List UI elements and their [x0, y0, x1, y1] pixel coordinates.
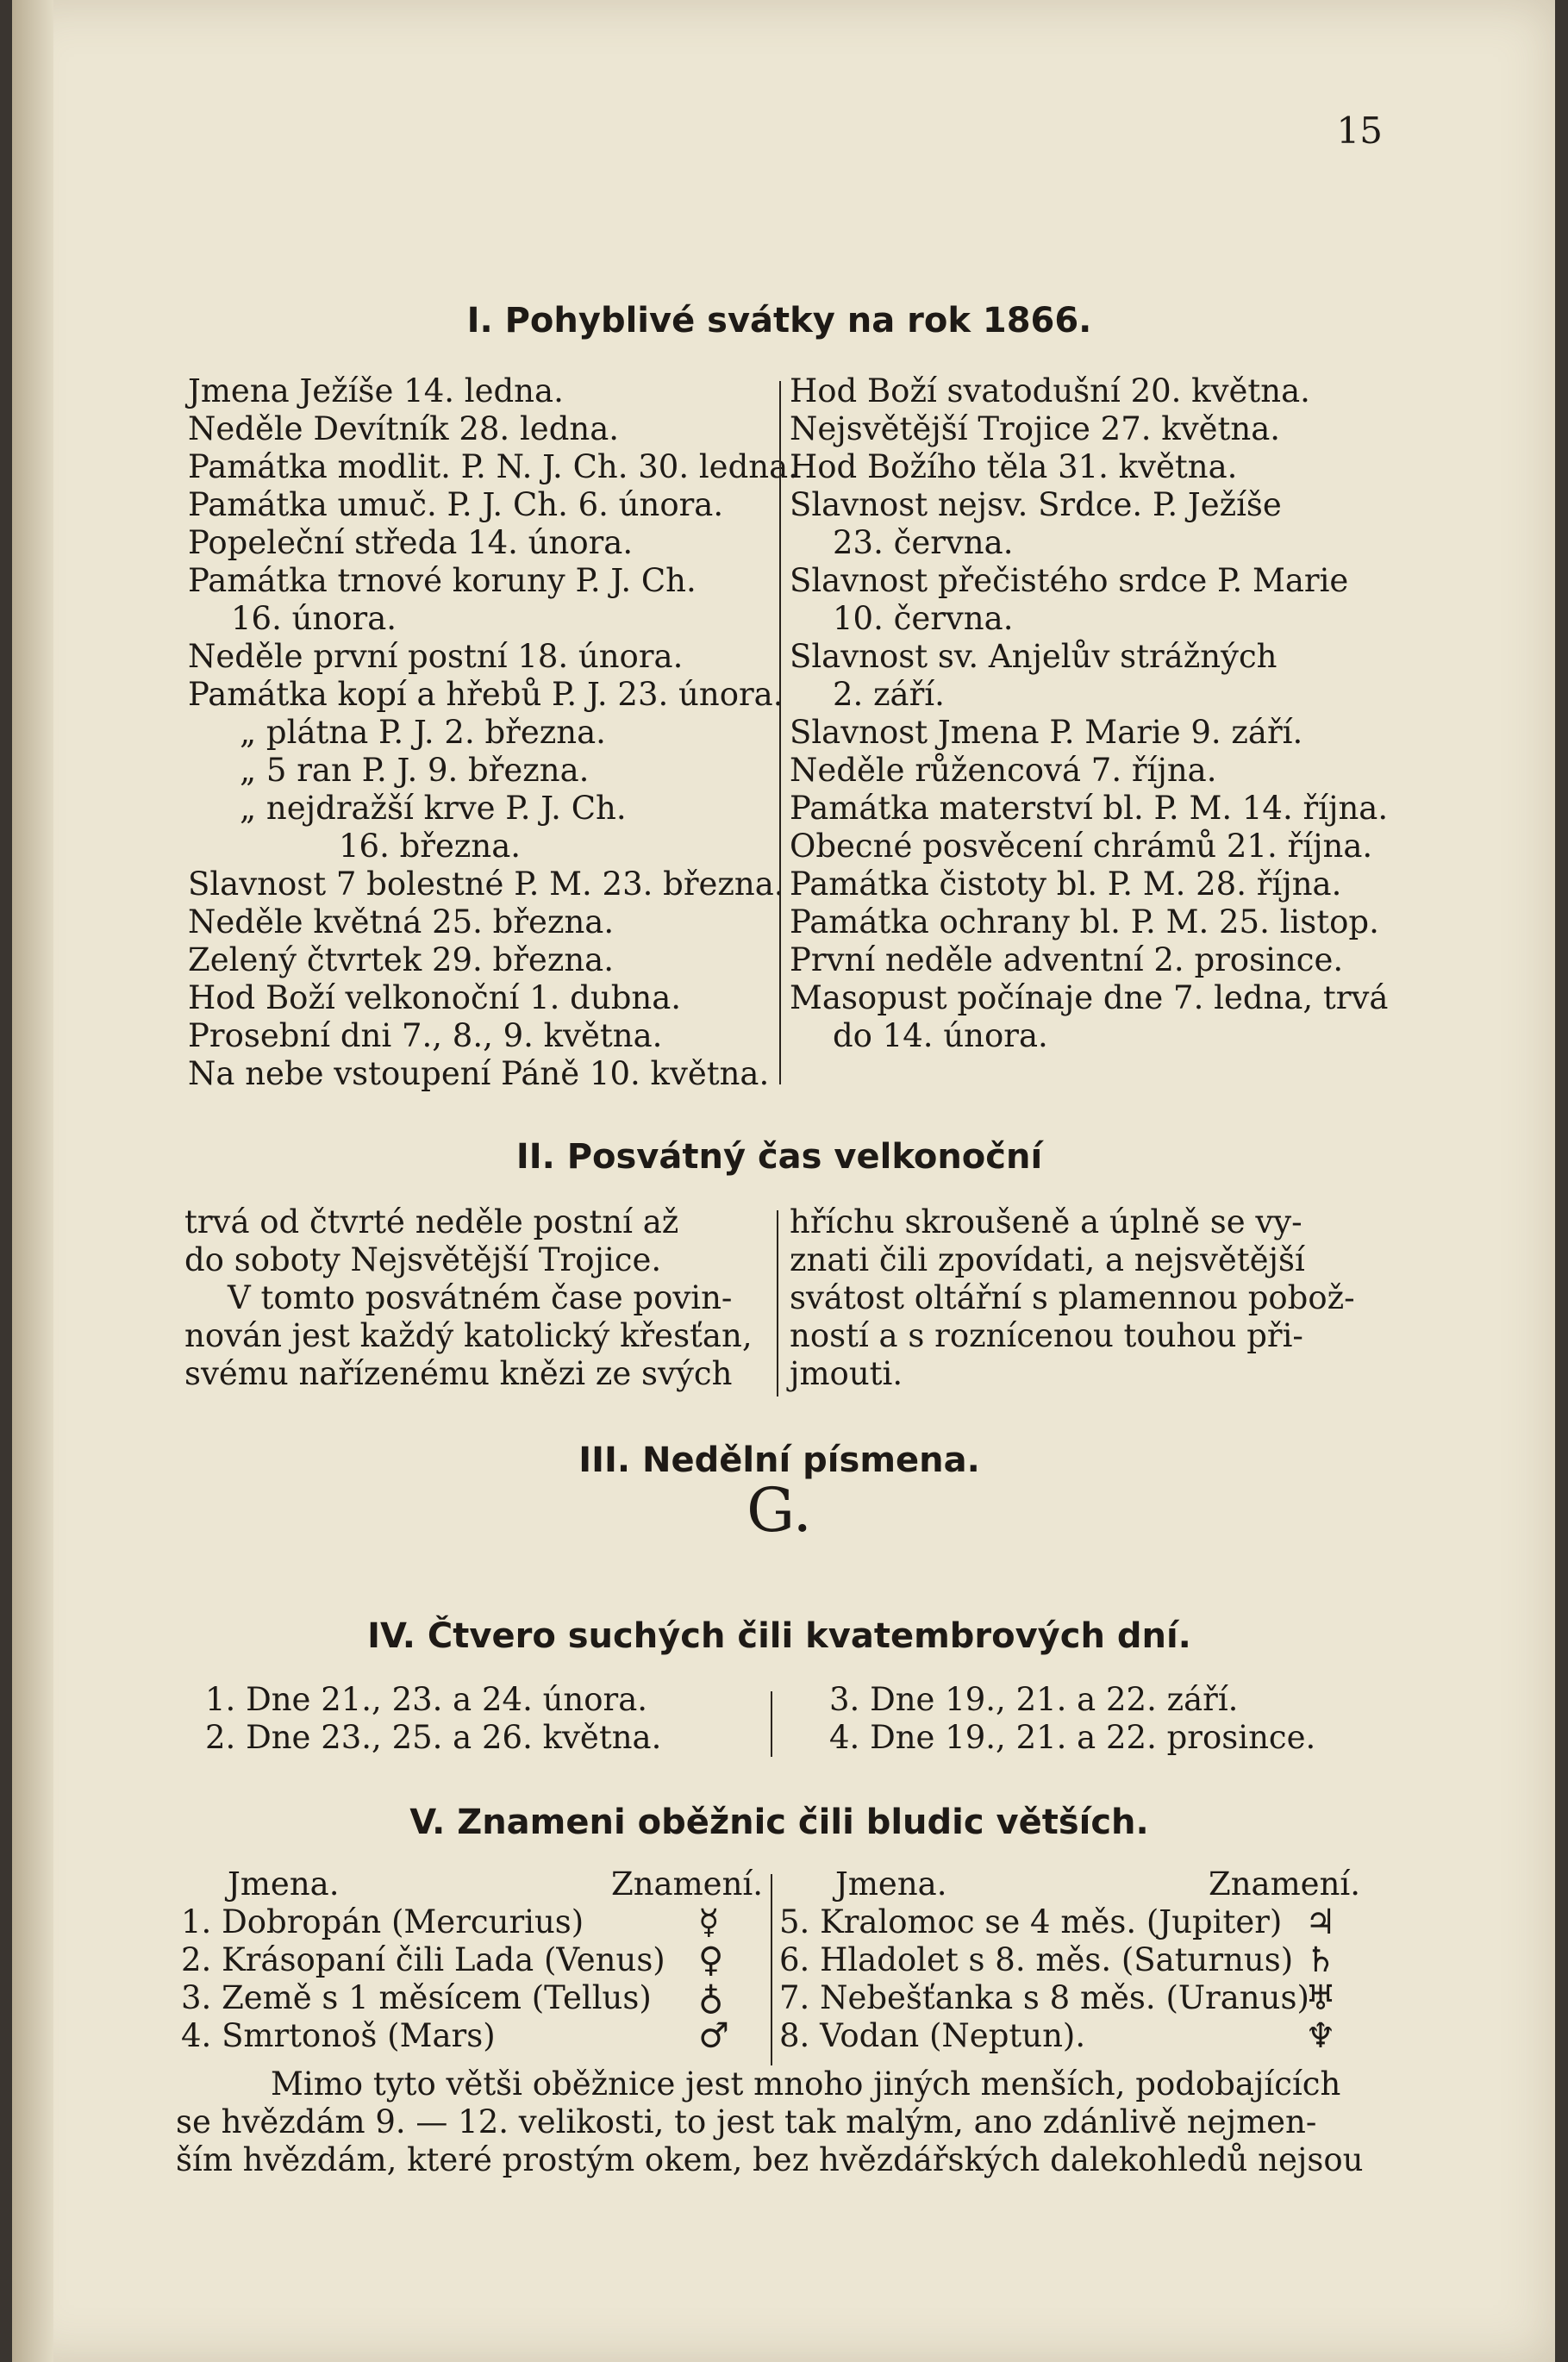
feast-line: Památka kopí a hřebů P. J. 23. února. [188, 676, 784, 713]
feast-line: Neděle květná 25. března. [188, 903, 615, 940]
left-header-name: Jmena. [228, 1865, 340, 1903]
column-divider [779, 381, 781, 1084]
ember-day-line: 4. Dne 19., 21. a 22. prosince. [829, 1719, 1316, 1756]
text-line: hříchu skroušeně a úplně se vy- [790, 1203, 1303, 1240]
right-header-name: Jmena. [835, 1865, 947, 1903]
feast-line: 16. března. [339, 828, 522, 865]
planet-name: 8. Vodan (Neptun). [779, 2017, 1086, 2054]
section-4-title: IV. Čtvero suchých čili kvatembrových dní. [367, 1616, 1191, 1656]
saturn-symbol-icon: ♄ [1305, 1940, 1336, 1980]
paragraph-line: se hvězdám 9. — 12. velikosti, to jest tak malým, ano zdánlivě nejmen- [176, 2103, 1317, 2140]
page-content [176, 0, 1389, 2362]
planet-name: 6. Hladolet s 8. měs. (Saturnus) [779, 1941, 1294, 1978]
feast-line: Památka trnové koruny P. J. Ch. [188, 562, 697, 599]
text-line: trvá od čtvrté neděle postní až [184, 1203, 679, 1240]
left-header-sign: Znamení. [611, 1865, 764, 1903]
text-line: znati čili zpovídati, a nejsvětější [790, 1241, 1305, 1278]
feast-line: Neděle Devítník 28. ledna. [188, 410, 620, 447]
feast-line: Památka materství bl. P. M. 14. října. [790, 790, 1389, 827]
planets-left-column [181, 1903, 759, 2055]
feast-line: 23. června. [833, 524, 1014, 561]
feast-line: 10. června. [833, 600, 1014, 637]
section-4-right-column [829, 1681, 1381, 1757]
column-divider [771, 1874, 772, 2065]
planet-row [779, 1941, 1383, 1979]
closing-paragraph [176, 2065, 1374, 2179]
planet-row [779, 2017, 1383, 2055]
feast-line: Slavnost přečistého srdce P. Marie [790, 562, 1349, 599]
column-divider [777, 1210, 778, 1397]
section-2-left-column [184, 1203, 771, 1393]
planet-name: 3. Země s 1 měsícem (Tellus) [181, 1979, 652, 2016]
feast-line: Zelený čtvrtek 29. března. [188, 941, 614, 978]
feast-line: Památka čistoty bl. P. M. 28. října. [790, 865, 1342, 903]
earth-symbol-icon: ♁ [698, 1978, 724, 2018]
feast-line: Slavnost 7 bolestné P. M. 23. března. [188, 865, 784, 903]
feast-line: První neděle adventní 2. prosince. [790, 941, 1344, 978]
planet-name: 5. Kralomoc se 4 měs. (Jupiter) [779, 1903, 1283, 1940]
planet-row [779, 1903, 1383, 1941]
section-4-left-column [205, 1681, 757, 1757]
feast-line: Hod Boží velkonoční 1. dubna. [188, 979, 682, 1016]
mercury-symbol-icon: ☿ [698, 1903, 720, 1942]
feast-line: Památka modlit. P. N. J. Ch. 30. ledna. [188, 448, 798, 485]
book-page [12, 0, 1555, 2362]
section-3-title: III. Nedělní písmena. [578, 1440, 980, 1480]
feast-line: 2. září. [833, 676, 945, 713]
feast-line: Masopust počínaje dne 7. ledna, trvá [790, 979, 1389, 1016]
feast-line: Hod Božího těla 31. května. [790, 448, 1238, 485]
feast-line: Slavnost sv. Anjelův strážných [790, 638, 1278, 675]
page-binding [12, 0, 53, 2362]
section-1-title: I. Pohyblivé svátky na rok 1866. [466, 301, 1092, 341]
text-line: do soboty Nejsvětější Trojice. [184, 1241, 662, 1278]
feast-line: Neděle první postní 18. února. [188, 638, 684, 675]
planet-row [181, 1903, 759, 1941]
feast-line: Hod Boží svatodušní 20. května. [790, 372, 1310, 409]
text-line: nován jest každý katolický křesťan, [184, 1317, 753, 1354]
feast-line: Slavnost Jmena P. Marie 9. září. [790, 714, 1303, 751]
sunday-letter: G. [747, 1475, 812, 1546]
planet-name: 7. Nebešťanka s 8 měs. (Uranus) [779, 1979, 1309, 2016]
planet-row [181, 2017, 759, 2055]
section-2-right-column [790, 1203, 1384, 1393]
uranus-symbol-icon: ♅ [1305, 1978, 1336, 2018]
feast-line: „ nejdražší krve P. J. Ch. [240, 790, 627, 827]
paragraph-line: Mimo tyto větši oběžnice jest mnoho jiných menších, podobajících [271, 2065, 1341, 2103]
right-header-sign: Znamení. [1209, 1865, 1361, 1903]
text-line: jmouti. [790, 1355, 903, 1392]
feast-line: Památka ochrany bl. P. M. 25. listop. [790, 903, 1379, 940]
text-line: V tomto posvátném čase povin- [228, 1279, 733, 1316]
feast-line: „ plátna P. J. 2. března. [240, 714, 606, 751]
jupiter-symbol-icon: ♃ [1305, 1903, 1336, 1942]
section-1-right-column [790, 372, 1389, 1055]
planet-name: 4. Smrtonoš (Mars) [181, 2017, 496, 2054]
planet-row [181, 1979, 759, 2017]
planets-right-column [779, 1903, 1383, 2055]
feast-line: 16. února. [231, 600, 397, 637]
feast-line: Památka umuč. P. J. Ch. 6. února. [188, 486, 724, 523]
ember-day-line: 2. Dne 23., 25. a 26. května. [205, 1719, 662, 1756]
venus-symbol-icon: ♀ [698, 1940, 724, 1980]
paragraph-line: ším hvězdám, které prostým okem, bez hvězdářských dalekohledů nejsou [176, 2141, 1364, 2178]
ember-day-line: 1. Dne 21., 23. a 24. února. [205, 1681, 648, 1718]
feast-line: Slavnost nejsv. Srdce. P. Ježíše [790, 486, 1282, 523]
planet-name: 1. Dobropán (Mercurius) [181, 1903, 584, 1940]
section-1-left-column [188, 372, 798, 1093]
mars-symbol-icon: ♂ [698, 2016, 729, 2056]
neptune-symbol-icon: ♆ [1305, 2016, 1336, 2056]
planet-row [181, 1941, 759, 1979]
section-2-title: II. Posvátný čas velkonoční [515, 1137, 1043, 1177]
planet-name: 2. Krásopaní čili Lada (Venus) [181, 1941, 665, 1978]
feast-line: Nejsvětější Trojice 27. května. [790, 410, 1281, 447]
column-divider [771, 1691, 772, 1757]
feast-line: do 14. února. [833, 1017, 1048, 1054]
ember-day-line: 3. Dne 19., 21. a 22. září. [829, 1681, 1239, 1718]
feast-line: Jmena Ježíše 14. ledna. [188, 372, 564, 409]
feast-line: Popeleční středa 14. února. [188, 524, 634, 561]
feast-line: Na nebe vstoupení Páně 10. května. [188, 1055, 770, 1092]
text-line: svému nařízenému knězi ze svých [184, 1355, 733, 1392]
feast-line: Obecné posvěcení chrámů 21. října. [790, 828, 1373, 865]
feast-line: „ 5 ran P. J. 9. března. [240, 752, 590, 789]
feast-line: Prosební dni 7., 8., 9. května. [188, 1017, 663, 1054]
planet-row [779, 1979, 1383, 2017]
section-5-title: V. Znameni oběžnic čili bludic větších. [409, 1803, 1149, 1842]
text-line: ností a s roznícenou touhou při- [790, 1317, 1303, 1354]
feast-line: Neděle růžencová 7. října. [790, 752, 1217, 789]
page-number: 15 [1336, 109, 1383, 152]
text-line: svátost oltářní s plamennou pobož- [790, 1279, 1355, 1316]
